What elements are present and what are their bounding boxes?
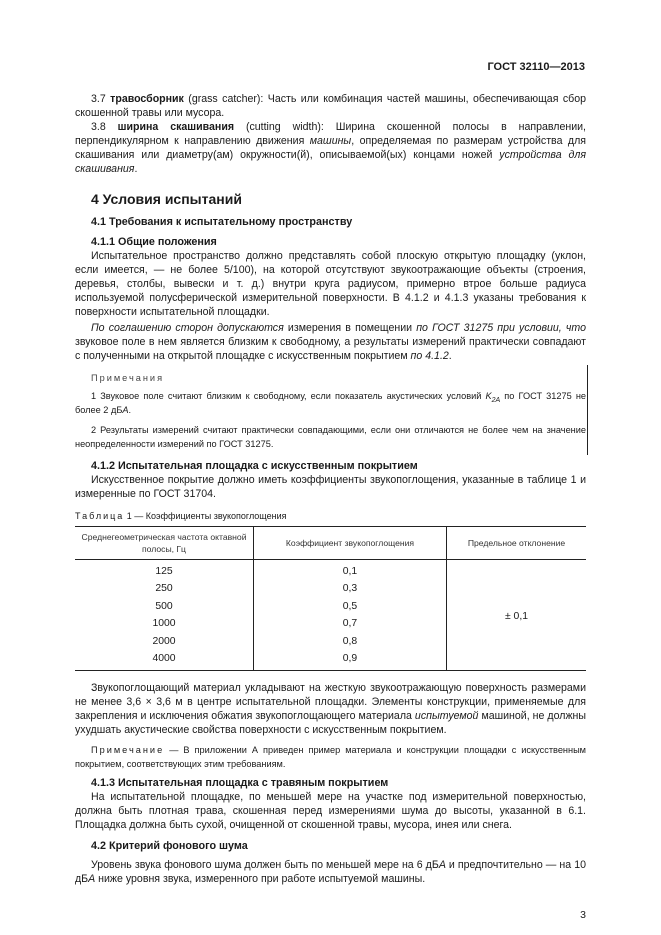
column-header: Предельное отклонение	[447, 527, 587, 560]
page-body	[75, 92, 586, 922]
definition: (grass catcher): Часть или комбинация частей машины, обеспечивающая сбор скошенной травы или мусора.	[75, 93, 586, 119]
coefficient-cell: 0,1	[254, 560, 447, 581]
text: Звукопоглощающий материал укладывают на жесткую звукоотражающую поверхность размерами не менее 3,6 × 3,6 м в центре испытательной площадки. Элементы конструкции, применяемые для закрепления и исключения обжатия звукопоглощающего материала	[75, 682, 586, 723]
document-header: ГОСТ 32110—2013	[487, 61, 585, 73]
section-heading-4: 4 Условия испытаний	[91, 191, 242, 207]
text: 1 Звуковое поле считают близким к свободному, если показатель акустических условий	[91, 391, 486, 401]
text: и предпочтительно — на 10 дБ	[75, 859, 587, 886]
notes-title: Примечания	[91, 373, 165, 383]
text: звуковое поле в нем является близким к свободному, а результаты измерений практически совпадают с полученными на открытой площадке с искусственным покрытием	[75, 336, 586, 362]
text: .	[448, 350, 452, 362]
coefficient-cell: 0,5	[254, 598, 447, 615]
clause-3-7	[75, 92, 586, 120]
caption-text: 1 — Коэффициенты звукопоглощения	[124, 511, 287, 521]
paragraph-4-1-3: На испытательной площадке, по меньшей мере на участке под измерительной поверхностью, должна быть плотная трава, скошенная перед измерениями шума до высоты, указанной в 6.1. Площадка должна быть сухой, очищенной от скошенной травы, мусора, инея или снега.	[75, 791, 586, 832]
text: по ГОСТ 31275 при условии, что	[416, 322, 586, 334]
clause-number: 3.7	[91, 93, 111, 105]
text: по ГОСТ 31275 не более 2 дБ	[75, 391, 587, 415]
frequency-cell: 125	[75, 560, 254, 581]
frequency-cell: 250	[75, 580, 254, 597]
text: Уровень звука фонового шума должен быть по меньшей мере на 6 дБ	[91, 859, 439, 872]
text: A	[88, 873, 96, 886]
term: ширина скашивания	[117, 121, 235, 133]
table-row	[75, 560, 586, 581]
section-heading-4-2: 4.2 Критерий фонового шума	[91, 840, 248, 853]
frequency-cell: 4000	[75, 650, 254, 671]
text: машиной, не должны ухудшать акустические свойства поверхности с искусственным покрытием.	[75, 710, 587, 737]
change-bar	[587, 365, 588, 455]
column-header: Коэффициент звукопоглощения	[254, 527, 447, 560]
text: .	[128, 405, 132, 415]
paragraph-4-1-2: Искусственное покрытие должно иметь коэффициенты звукопоглощения, указанные в таблице 1 и измеренные по ГОСТ 31704.	[75, 474, 586, 500]
text: K	[485, 391, 492, 401]
text: устройства для скашивания	[75, 149, 586, 175]
text: .	[134, 163, 138, 175]
term: травосборник	[110, 93, 184, 105]
table-caption	[75, 510, 586, 522]
frequency-cell: 2000	[75, 633, 254, 650]
text: по 4.1.2	[410, 350, 449, 362]
clause-3-8	[75, 120, 586, 176]
page-number: 3	[580, 909, 586, 922]
deviation-cell: ± 0,1	[447, 560, 587, 671]
text: , определяемая по размерам устройства для скашивания или диаметру(ам) окружности(й), описываемой(ых) концами ножей	[75, 135, 586, 161]
paragraph-4-2	[75, 858, 586, 886]
section-heading-4-1: 4.1 Требования к испытательному пространству	[91, 216, 353, 228]
text: машины	[309, 135, 352, 147]
section-heading-4-1-2: 4.1.2 Испытательная площадка с искусственным покрытием	[91, 460, 418, 472]
caption-label: Таблица	[75, 511, 125, 521]
text: 2A	[491, 396, 501, 404]
note-1	[75, 389, 586, 417]
text: (cutting width): Ширина скошенной полосы в направлении, перпендикулярном к направлению движения	[75, 121, 586, 147]
coefficient-cell: 0,8	[254, 633, 447, 650]
frequency-cell: 1000	[75, 615, 254, 632]
coefficient-cell: 0,9	[254, 650, 447, 671]
note-label: Примечание	[91, 745, 165, 756]
paragraph-4-1-1: Испытательное пространство должно представлять собой плоскую открытую площадку (уклон, если имеется, — не более 5/100), на которой отсутствуют звукоотражающие объекты (строения, деревья, столбы, вывески и т. д.) внутри круга радиусом, примерно втрое больше радиуса используемой полусферической измерительной поверхности. В 4.1.2 и 4.1.3 указаны требования к поверхности испытательной площадки.	[75, 250, 586, 318]
text: испытуемой	[414, 710, 479, 723]
note-appendix	[75, 743, 586, 771]
column-header: Среднегеометрическая частота октавной полосы, Гц	[75, 527, 254, 560]
frequency-cell: 500	[75, 598, 254, 615]
coefficient-cell: 0,7	[254, 615, 447, 632]
paragraph-material	[75, 681, 586, 737]
paragraph-agreement	[75, 321, 586, 363]
text: ниже уровня звука, измеренного при работе испытуемой машины.	[95, 873, 426, 886]
coefficient-cell: 0,3	[254, 580, 447, 597]
note-2: 2 Результаты измерений считают практически совпадающими, если они отличаются не более чем на значение неопределенности измерений по ГОСТ 31275.	[75, 425, 586, 449]
clause-number: 3.8	[91, 121, 118, 133]
text: измерения в помещении	[283, 322, 417, 334]
section-heading-4-1-1: 4.1.1 Общие положения	[91, 236, 217, 248]
section-heading-4-1-3: 4.1.3 Испытательная площадка с травяным покрытием	[91, 777, 389, 790]
notes-block	[75, 371, 586, 451]
text: A	[438, 859, 446, 872]
text: A	[122, 405, 129, 415]
note-text: — В приложении А приведен пример материала и конструкции площадки с искусственным покрытием, соответствующих этим требованиям.	[75, 745, 586, 770]
text: По соглашению сторон допускаются	[91, 322, 284, 334]
absorption-table	[75, 526, 586, 671]
